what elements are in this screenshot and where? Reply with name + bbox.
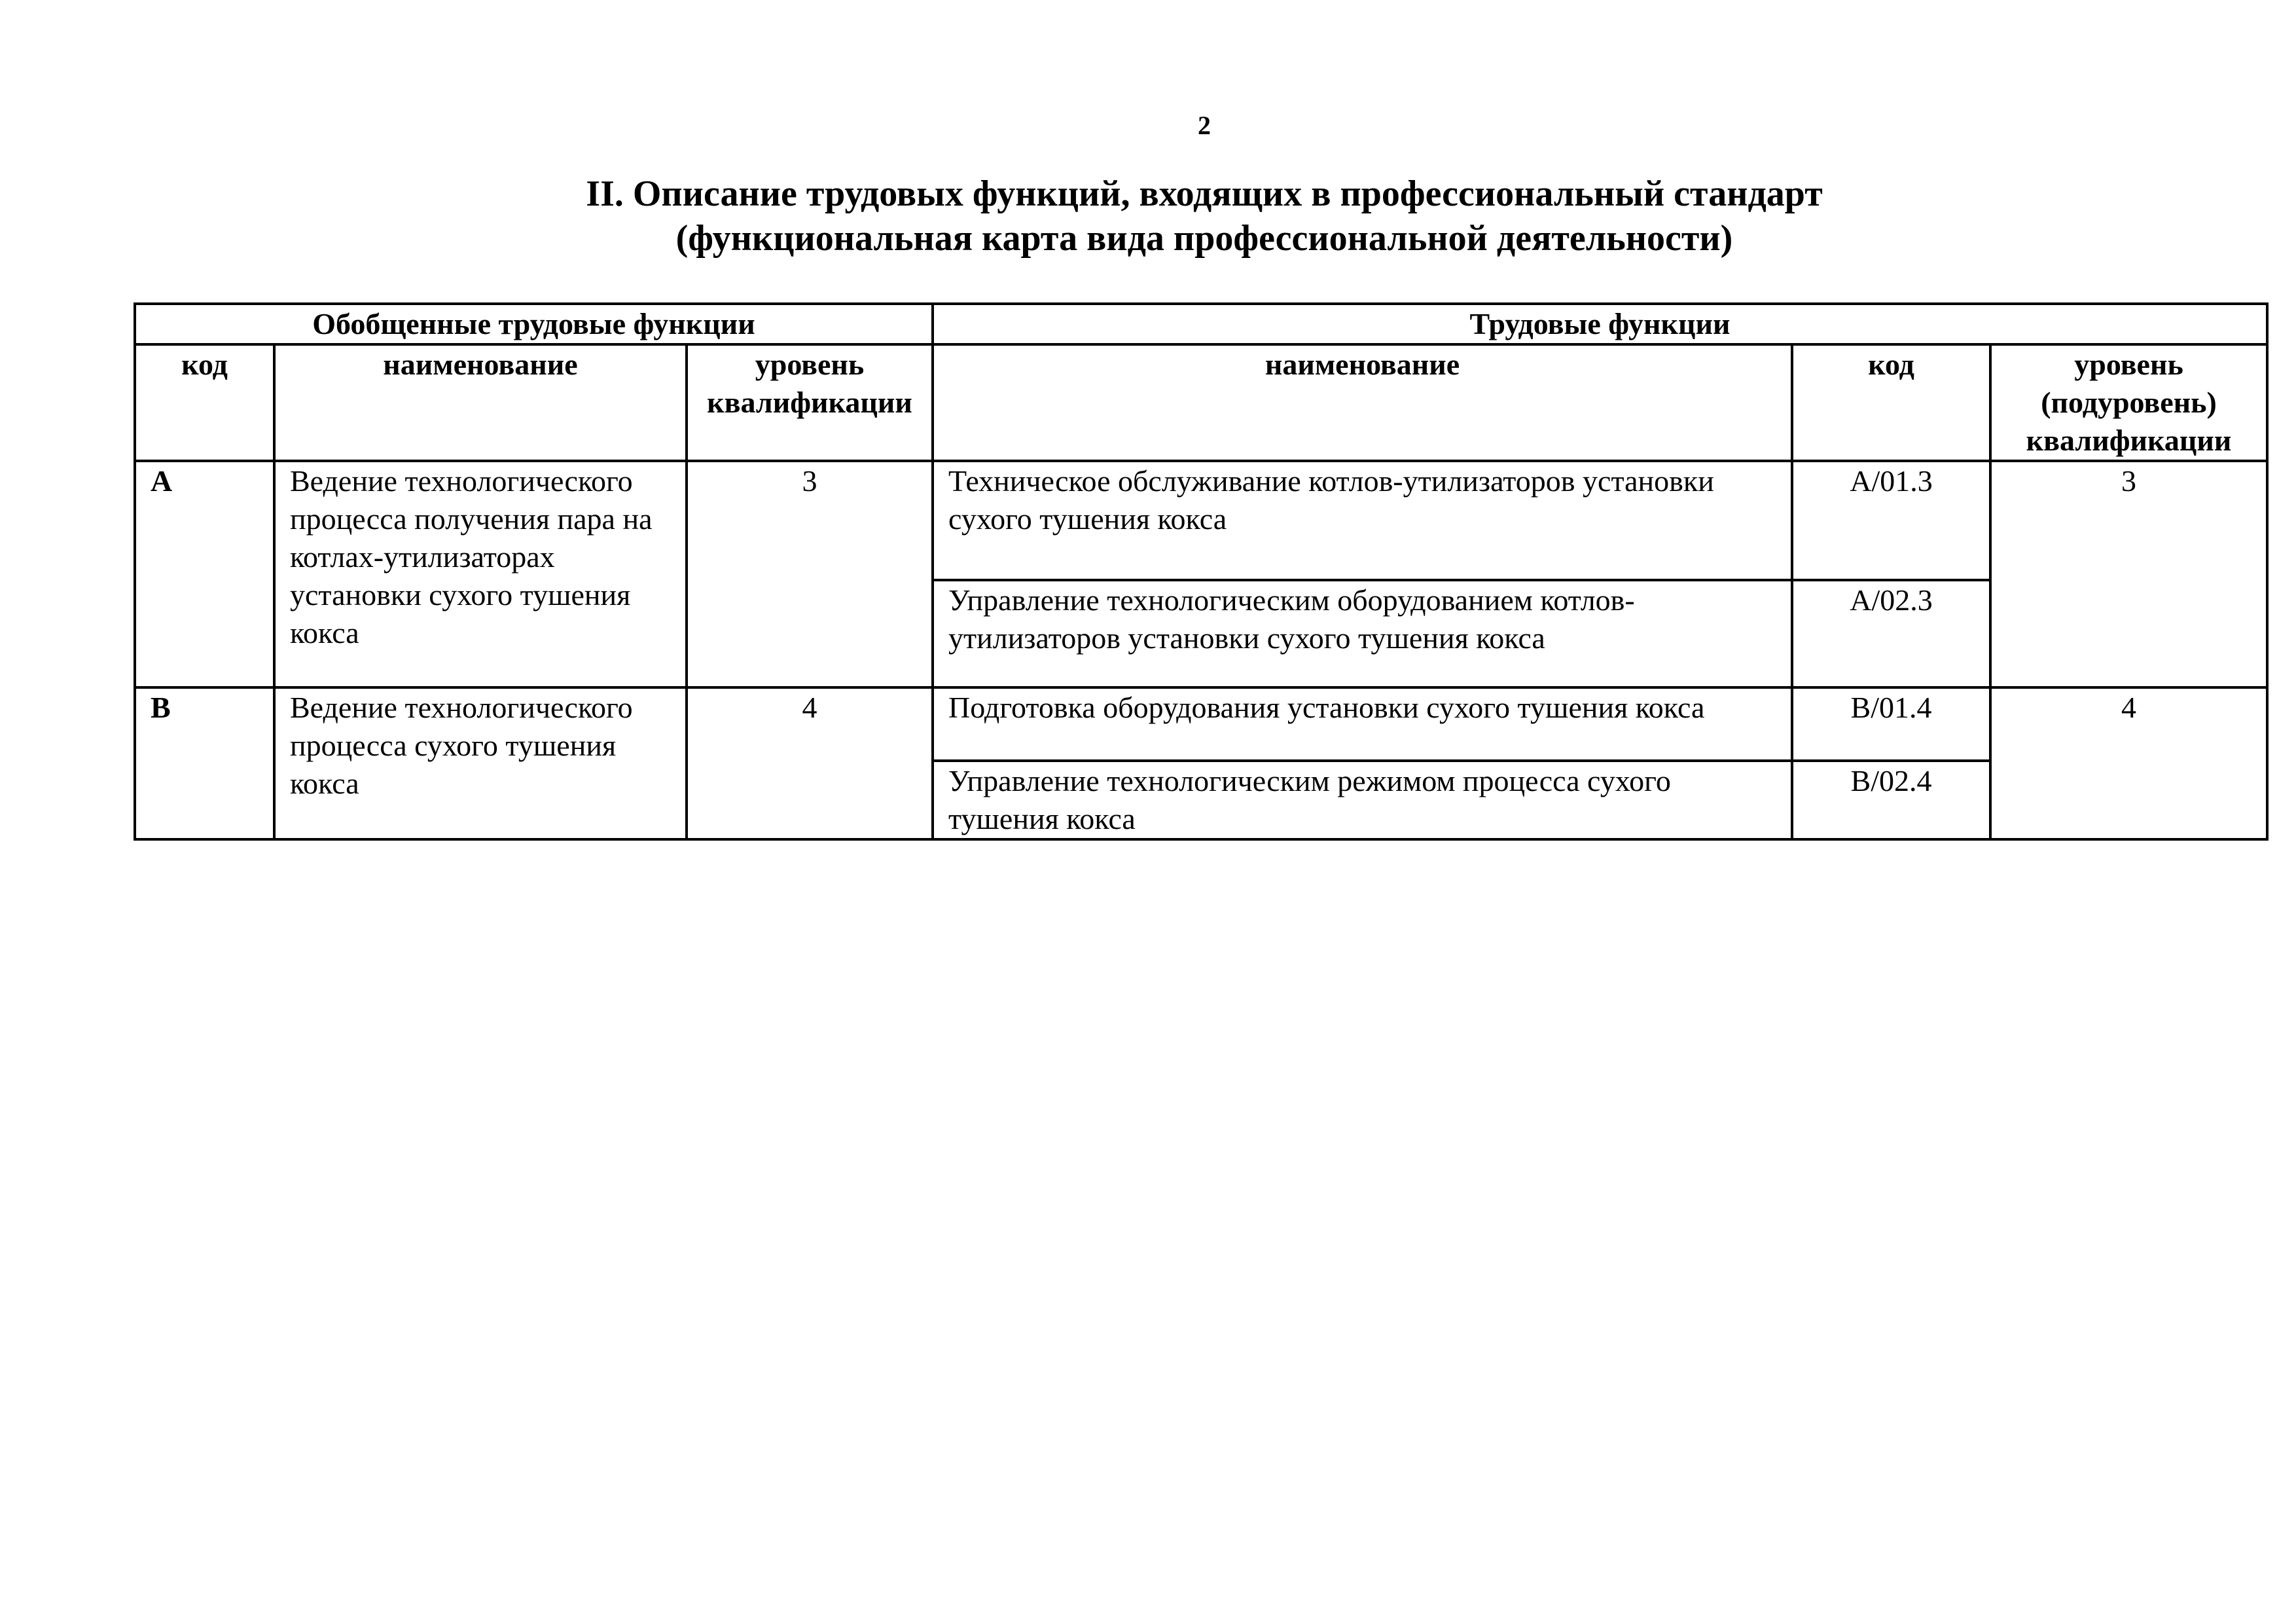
header-tf-code: код — [1792, 344, 1990, 461]
tf-b01-code: B/01.4 — [1792, 687, 1990, 761]
tf-a01-code: A/01.3 — [1792, 461, 1990, 580]
tf-b02-name: Управление технологическим режимом процесса сухого тушения кокса — [933, 761, 1792, 839]
header-tf-level: уровень (подуровень) квалификации — [1990, 344, 2267, 461]
gf-b-code: B — [135, 687, 274, 839]
tf-a02-name: Управление технологическим оборудованием котлов-утилизаторов установки сухого тушения кокса — [933, 580, 1792, 687]
header-tf-name: наименование — [933, 344, 1792, 461]
table-row — [135, 687, 2267, 761]
group-header-labor-functions: Трудовые функции — [933, 304, 2267, 344]
table-row — [135, 461, 2267, 580]
tf-b02-code: B/02.4 — [1792, 761, 1990, 839]
tf-a01-name: Техническое обслуживание котлов-утилизаторов установки сухого тушения кокса — [933, 461, 1792, 580]
tf-a02-code: A/02.3 — [1792, 580, 1990, 687]
functional-map-table — [134, 302, 2269, 841]
tf-b01-name: Подготовка оборудования установки сухого тушения кокса — [933, 687, 1792, 761]
gf-a-code: A — [135, 461, 274, 687]
tf-a-level: 3 — [1990, 461, 2267, 687]
gf-b-level: 4 — [687, 687, 933, 839]
gf-a-level: 3 — [687, 461, 933, 687]
gf-a-name: Ведение технологического процесса получения пара на котлах-утилизаторах установки сухого тушения кокса — [274, 461, 687, 687]
header-level: уровень квалификации — [687, 344, 933, 461]
page-number: 2 — [1198, 111, 1211, 140]
section-title-line-1: II. Описание трудовых функций, входящих в профессиональный стандарт — [586, 173, 1823, 214]
gf-b-name: Ведение технологического процесса сухого тушения кокса — [274, 687, 687, 839]
section-title — [0, 172, 2296, 261]
group-header-generalized-functions: Обобщенные трудовые функции — [135, 304, 933, 344]
tf-b-level: 4 — [1990, 687, 2267, 839]
section-title-line-2: (функциональная карта вида профессиональной деятельности) — [675, 218, 1733, 259]
header-code: код — [135, 344, 274, 461]
header-name: наименование — [274, 344, 687, 461]
